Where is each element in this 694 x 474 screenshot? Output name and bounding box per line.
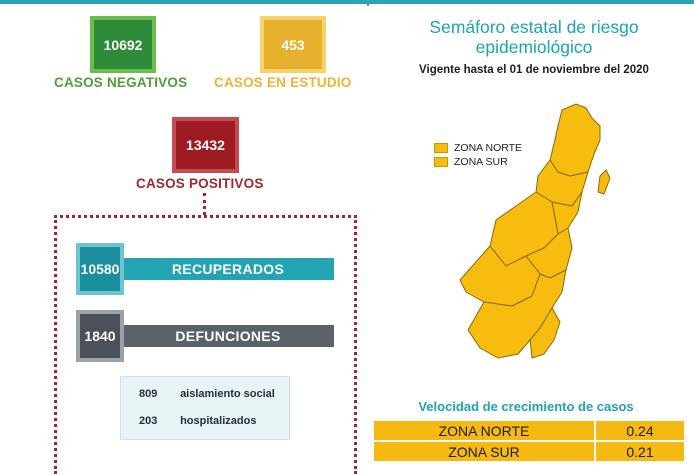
aislamiento-value: 809 — [139, 388, 158, 400]
dotted-bracket-left — [54, 215, 57, 474]
top-accent-tick — [367, 0, 369, 6]
legend-label-norte: ZONA NORTE — [454, 142, 523, 154]
velocidad-valor-sur: 0.21 — [595, 441, 685, 462]
dotted-bracket-right — [354, 215, 357, 474]
semaforo-vigencia: Vigente hasta el 01 de noviembre del 2020 — [419, 64, 649, 76]
top-accent-bar — [0, 0, 694, 4]
velocidad-row-sur — [373, 441, 685, 462]
legend-zona-sur — [434, 156, 508, 168]
defunciones-label: DEFUNCIONES — [175, 328, 281, 344]
casos-positivos-label: CASOS POSITIVOS — [136, 176, 264, 191]
casos-negativos-label: CASOS NEGATIVOS — [54, 75, 188, 90]
dotted-connector-stem — [203, 193, 206, 215]
aislamiento-label: aislamiento social — [180, 388, 275, 400]
casos-positivos-value: 13432 — [186, 137, 225, 153]
recuperados-value: 10580 — [80, 261, 120, 277]
legend-swatch-norte — [434, 143, 448, 153]
legend-swatch-sur — [434, 157, 448, 167]
legend-zona-norte — [434, 142, 522, 154]
legend-label-sur: ZONA SUR — [454, 156, 508, 168]
dotted-bracket-top — [54, 215, 357, 218]
hospitalizados-row — [139, 415, 256, 427]
casos-en-estudio-box — [260, 16, 326, 73]
defunciones-value: 1840 — [84, 328, 116, 344]
casos-activos-box — [120, 376, 290, 440]
hospitalizados-label: hospitalizados — [180, 415, 257, 427]
velocidad-valor-norte: 0.24 — [595, 420, 685, 441]
velocidad-zona-sur: ZONA SUR — [373, 441, 595, 462]
velocidad-table — [372, 419, 686, 463]
aislamiento-row — [139, 388, 275, 400]
casos-positivos-box — [172, 117, 239, 173]
recuperados-bar — [122, 258, 334, 280]
casos-negativos-value: 10692 — [103, 36, 143, 53]
casos-en-estudio-value: 453 — [281, 36, 305, 53]
velocidad-row-norte — [373, 420, 685, 441]
recuperados-box — [76, 243, 124, 295]
hospitalizados-value: 203 — [139, 415, 158, 427]
map-municipio-norte — [550, 104, 600, 176]
casos-en-estudio-label: CASOS EN ESTUDIO — [214, 75, 352, 90]
quintana-roo-map — [440, 96, 620, 376]
velocidad-zona-norte: ZONA NORTE — [373, 420, 595, 441]
map-isla-cozumel — [598, 170, 610, 194]
semaforo-title: Semáforo estatal de riesgo epidemiológico — [429, 17, 639, 57]
velocidad-title: Velocidad de crecimiento de casos — [418, 399, 634, 414]
defunciones-bar — [122, 325, 334, 347]
recuperados-label: RECUPERADOS — [171, 261, 285, 277]
casos-negativos-box — [90, 16, 156, 73]
defunciones-box — [76, 310, 124, 362]
